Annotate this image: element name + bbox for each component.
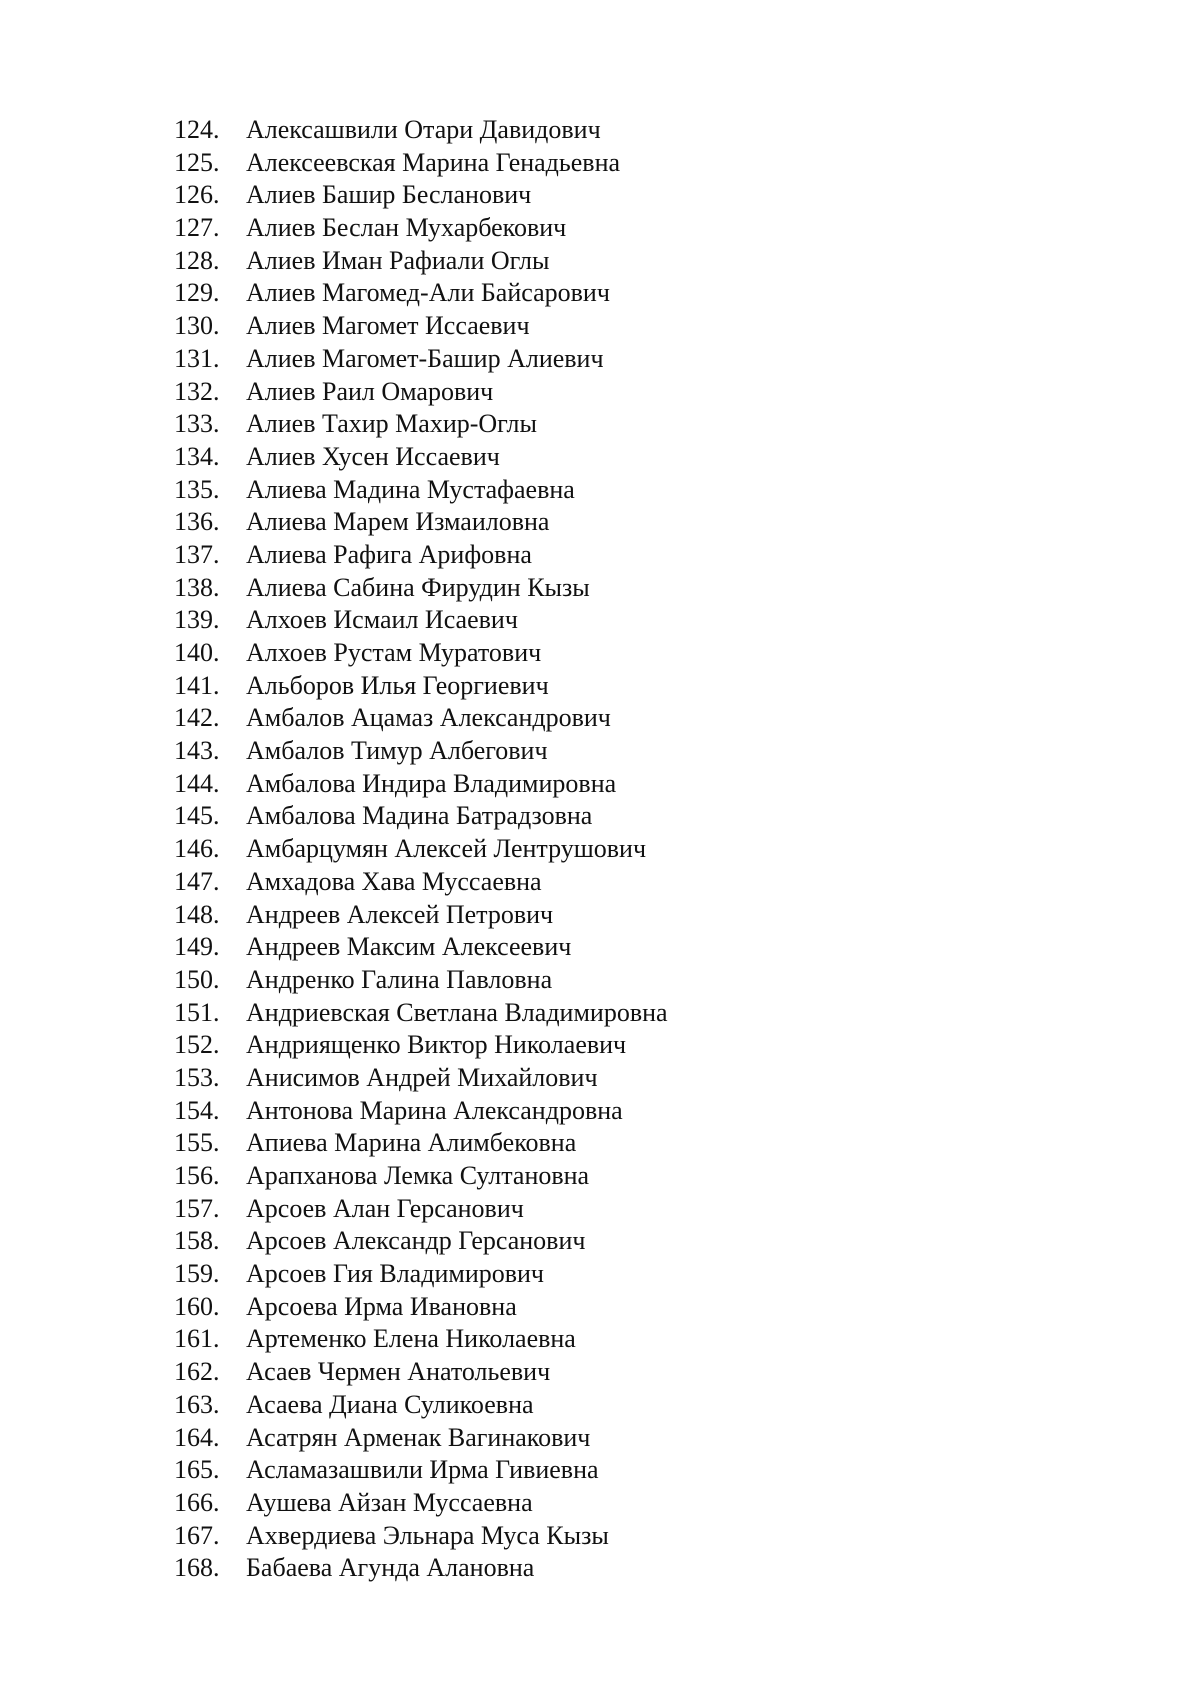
list-item-number: 168. bbox=[174, 1553, 220, 1583]
list-item bbox=[174, 1225, 668, 1258]
list-item-name: Ахвердиева Эльнара Муса Кызы bbox=[246, 1520, 609, 1550]
list-item-number: 139. bbox=[174, 605, 220, 635]
list-item bbox=[174, 1487, 668, 1520]
list-item-number: 138. bbox=[174, 572, 220, 602]
list-item-number: 161. bbox=[174, 1324, 220, 1354]
list-item bbox=[174, 179, 668, 212]
list-item-number: 133. bbox=[174, 409, 220, 439]
list-item bbox=[174, 702, 668, 735]
list-item-number: 145. bbox=[174, 801, 220, 831]
list-item bbox=[174, 1520, 668, 1553]
list-item bbox=[174, 147, 668, 180]
list-item-number: 148. bbox=[174, 899, 220, 929]
list-item-number: 129. bbox=[174, 278, 220, 308]
list-item-name: Амбалова Мадина Батрадзовна bbox=[246, 801, 593, 831]
list-item bbox=[174, 1454, 668, 1487]
list-item-number: 152. bbox=[174, 1030, 220, 1060]
list-item bbox=[174, 800, 668, 833]
list-item bbox=[174, 1258, 668, 1291]
list-item-name: Арсоева Ирма Ивановна bbox=[246, 1291, 517, 1321]
list-item-number: 162. bbox=[174, 1357, 220, 1387]
list-item bbox=[174, 245, 668, 278]
list-item bbox=[174, 735, 668, 768]
list-item-name: Асаева Диана Суликоевна bbox=[246, 1389, 534, 1419]
list-item-number: 131. bbox=[174, 343, 220, 373]
list-item bbox=[174, 1552, 668, 1585]
list-item-name: Арсоев Александр Герсанович bbox=[246, 1226, 586, 1256]
list-item-number: 124. bbox=[174, 115, 220, 144]
list-item bbox=[174, 1323, 668, 1356]
list-item bbox=[174, 1127, 668, 1160]
list-item-number: 142. bbox=[174, 703, 220, 733]
list-item bbox=[174, 343, 668, 376]
list-item-name: Антонова Марина Александровна bbox=[246, 1095, 623, 1125]
list-item-name: Андренко Галина Павловна bbox=[246, 964, 553, 994]
list-item-name: Алиев Раил Омарович bbox=[246, 376, 494, 406]
list-item bbox=[174, 964, 668, 997]
list-item-name: Асатрян Арменак Вагинакович bbox=[246, 1422, 591, 1452]
list-item bbox=[174, 768, 668, 801]
list-item bbox=[174, 1356, 668, 1389]
list-item bbox=[174, 1422, 668, 1455]
list-item-number: 147. bbox=[174, 866, 220, 896]
list-item-name: Амхадова Хава Муссаевна bbox=[246, 866, 542, 896]
list-item-name: Асламазашвили Ирма Гивиевна bbox=[246, 1455, 599, 1485]
list-item bbox=[174, 212, 668, 245]
list-item-name: Апиева Марина Алимбековна bbox=[246, 1128, 577, 1158]
list-item-name: Алиев Магомед-Али Байсарович bbox=[246, 278, 610, 308]
list-item-number: 146. bbox=[174, 834, 220, 864]
list-item bbox=[174, 1095, 668, 1128]
list-item bbox=[174, 310, 668, 343]
list-item-number: 132. bbox=[174, 376, 220, 406]
list-item-name: Альборов Илья Георгиевич bbox=[246, 670, 549, 700]
list-item-number: 144. bbox=[174, 768, 220, 798]
list-item bbox=[174, 670, 668, 703]
list-item-number: 158. bbox=[174, 1226, 220, 1256]
list-item-number: 137. bbox=[174, 539, 220, 569]
list-item-number: 149. bbox=[174, 932, 220, 962]
list-item-name: Амбалов Ацамаз Александрович bbox=[246, 703, 611, 733]
list-item-name: Арапханова Лемка Султановна bbox=[246, 1161, 590, 1190]
list-item-number: 128. bbox=[174, 245, 220, 275]
numbered-name-list bbox=[174, 114, 668, 1585]
list-item-number: 143. bbox=[174, 736, 220, 766]
list-item-number: 160. bbox=[174, 1291, 220, 1321]
list-item bbox=[174, 572, 668, 605]
list-item bbox=[174, 931, 668, 964]
list-item-name: Аушева Айзан Муссаевна bbox=[246, 1487, 533, 1517]
list-item-number: 141. bbox=[174, 670, 220, 700]
list-item-number: 135. bbox=[174, 474, 220, 504]
list-item-name: Алиев Иман Рафиали Оглы bbox=[246, 245, 550, 275]
list-item bbox=[174, 1160, 668, 1193]
list-item-number: 167. bbox=[174, 1520, 220, 1550]
list-item-number: 164. bbox=[174, 1422, 220, 1452]
list-item-name: Алиева Мадина Мустафаевна bbox=[246, 474, 575, 504]
list-item bbox=[174, 441, 668, 474]
list-item bbox=[174, 1389, 668, 1422]
list-item-name: Алексашвили Отари Давидович bbox=[246, 115, 601, 144]
list-item bbox=[174, 899, 668, 932]
list-item-name: Арсоев Гия Владимирович bbox=[246, 1259, 544, 1289]
list-item-name: Алиев Тахир Махир-Оглы bbox=[246, 409, 537, 439]
list-item bbox=[174, 114, 668, 147]
list-item-name: Алексеевская Марина Генадьевна bbox=[246, 147, 621, 177]
list-item-name: Алиев Магомет-Башир Алиевич bbox=[246, 343, 604, 373]
list-item-number: 156. bbox=[174, 1161, 220, 1190]
list-item-number: 153. bbox=[174, 1062, 220, 1092]
list-item-name: Алиев Башир Бесланович bbox=[246, 180, 532, 210]
list-item-name: Артеменко Елена Николаевна bbox=[246, 1324, 576, 1354]
list-item-name: Алиев Хусен Иссаевич bbox=[246, 441, 500, 471]
list-item-number: 140. bbox=[174, 638, 220, 667]
list-item bbox=[174, 408, 668, 441]
list-item-number: 163. bbox=[174, 1389, 220, 1419]
list-item-name: Алхоев Исмаил Исаевич bbox=[246, 605, 518, 635]
list-item bbox=[174, 376, 668, 409]
list-item bbox=[174, 506, 668, 539]
list-item-number: 125. bbox=[174, 147, 220, 177]
list-item-name: Андриященко Виктор Николаевич bbox=[246, 1030, 627, 1060]
list-item bbox=[174, 277, 668, 310]
list-item-name: Алиева Сабина Фирудин Кызы bbox=[246, 572, 590, 602]
list-item-number: 154. bbox=[174, 1095, 220, 1125]
list-item-number: 126. bbox=[174, 180, 220, 210]
list-item bbox=[174, 604, 668, 637]
list-item-name: Андреев Максим Алексеевич bbox=[246, 932, 572, 962]
list-item-name: Анисимов Андрей Михайлович bbox=[246, 1062, 598, 1092]
list-item bbox=[174, 637, 668, 670]
list-item-name: Андриевская Светлана Владимировна bbox=[246, 997, 668, 1027]
list-item-name: Алхоев Рустам Муратович bbox=[246, 638, 542, 667]
list-item-number: 159. bbox=[174, 1259, 220, 1289]
list-item bbox=[174, 833, 668, 866]
list-item-name: Арсоев Алан Герсанович bbox=[246, 1193, 524, 1223]
list-item-name: Асаев Чермен Анатольевич bbox=[246, 1357, 551, 1387]
list-item bbox=[174, 1029, 668, 1062]
list-item-number: 134. bbox=[174, 441, 220, 471]
list-item-name: Алиева Марем Измаиловна bbox=[246, 507, 550, 537]
list-item-name: Андреев Алексей Петрович bbox=[246, 899, 554, 929]
list-item-name: Алиева Рафига Арифовна bbox=[246, 539, 532, 569]
list-item-name: Амбарцумян Алексей Лентрушович bbox=[246, 834, 647, 864]
list-item bbox=[174, 474, 668, 507]
list-item bbox=[174, 1291, 668, 1324]
list-item-number: 157. bbox=[174, 1193, 220, 1223]
list-item-number: 165. bbox=[174, 1455, 220, 1485]
list-item bbox=[174, 997, 668, 1030]
list-item-number: 130. bbox=[174, 311, 220, 341]
list-item-number: 155. bbox=[174, 1128, 220, 1158]
list-item bbox=[174, 1062, 668, 1095]
list-item-number: 127. bbox=[174, 213, 220, 243]
list-item-number: 150. bbox=[174, 964, 220, 994]
list-item-name: Амбалов Тимур Албегович bbox=[246, 736, 548, 766]
list-item-number: 151. bbox=[174, 997, 220, 1027]
list-item-name: Бабаева Агунда Алановна bbox=[246, 1553, 535, 1583]
list-item-name: Алиев Магомет Иссаевич bbox=[246, 311, 530, 341]
list-item bbox=[174, 1193, 668, 1226]
list-item-number: 166. bbox=[174, 1487, 220, 1517]
list-item bbox=[174, 539, 668, 572]
list-item bbox=[174, 866, 668, 899]
list-item-name: Амбалова Индира Владимировна bbox=[246, 768, 617, 798]
list-item-name: Алиев Беслан Мухарбекович bbox=[246, 213, 567, 243]
list-item-number: 136. bbox=[174, 507, 220, 537]
